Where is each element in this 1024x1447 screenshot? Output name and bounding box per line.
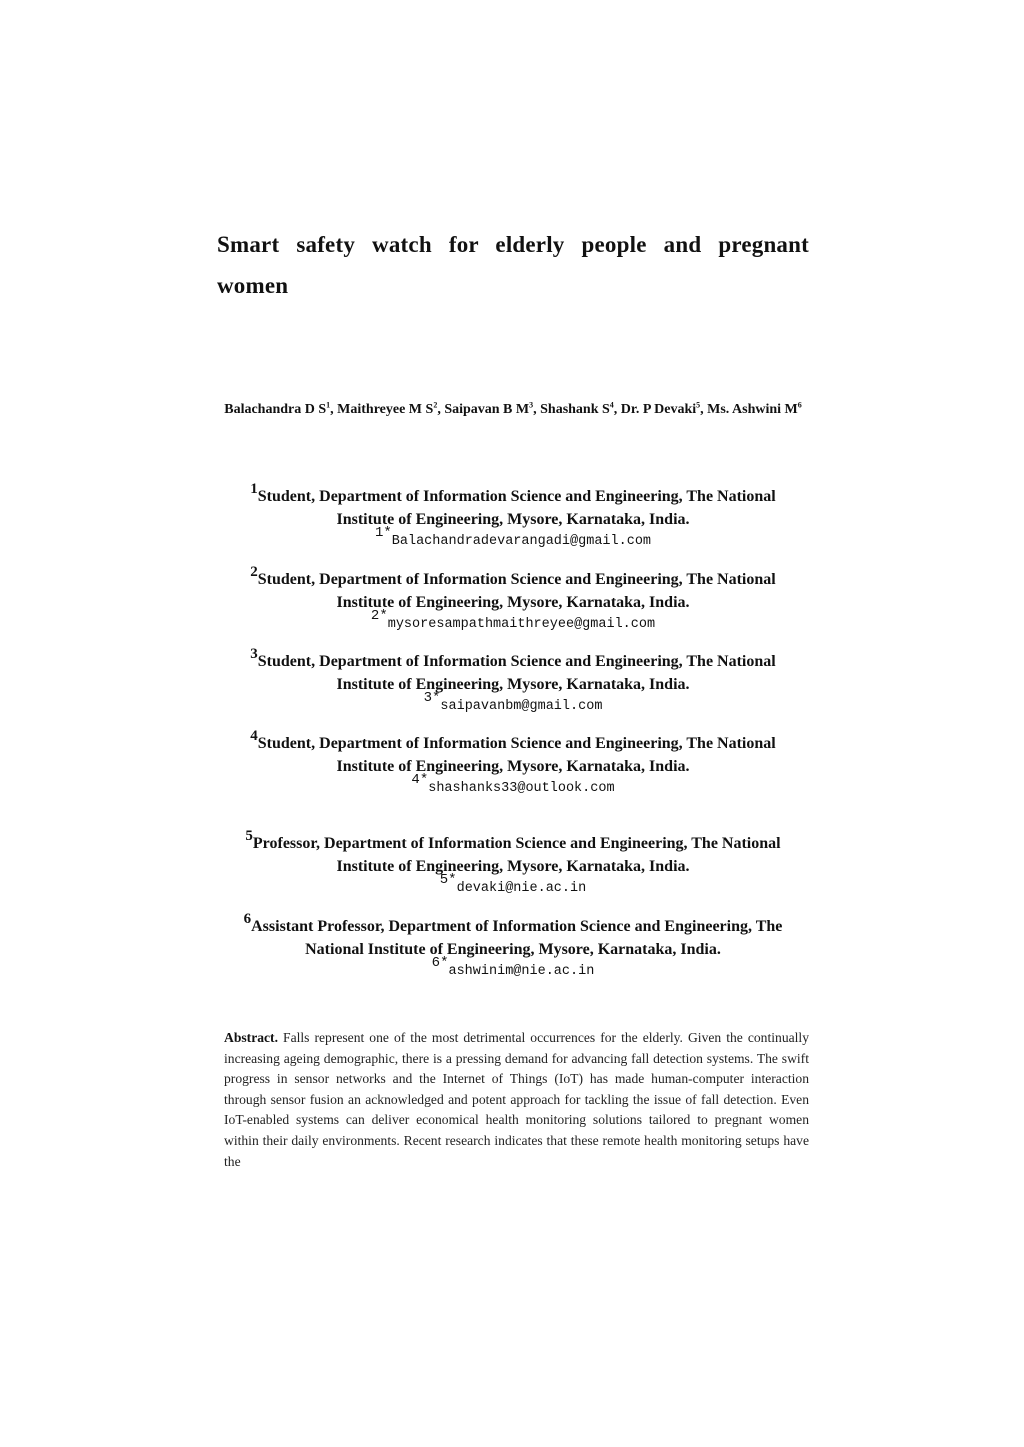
- email-row: [200, 690, 826, 717]
- author-list: Balachandra D $S^1$, Maithreyee M $S^2$, Saipavan B $M^3$, Shashank $S^4$, Dr. P Devaki$^5$, Ms. Ashwini $M^6$: [224, 400, 802, 417]
- author-sup: 2: [433, 400, 438, 410]
- email-text: Balachandradevarangadi@gmail.com: [391, 534, 652, 549]
- title-line-1: Smart safety watch for elderly people and pregnant: [217, 232, 809, 257]
- email-text: ashwinim@nie.ac.in: [448, 964, 595, 979]
- affiliation-line: Student, Department of Information Science and Engineering, The National: [257, 488, 776, 505]
- abstract-label: Abstract.: [224, 1030, 278, 1045]
- affiliation-line: Student, Department of Information Science and Engineering, The National: [257, 653, 776, 670]
- abstract-text: Falls represent one of the most detrimental occurrences for the elderly. Given the continually increasing ageing demographic, there is a pressing demand for advancing fall detection systems. The swift progress in sensor networks and the Internet of Things (IoT) has made human-computer interaction through sensor fusion an acknowledged and potent approach for tackling the issue of fall detection. Even IoT-enabled systems can deliver economical health monitoring solutions tailored to pregnant women within their daily environments. Recent research indicates that these remote health monitoring setups have the: [224, 1030, 810, 1169]
- affiliation-line: Student, Department of Information Science and Engineering, The National: [257, 571, 776, 588]
- affiliation-line: National Institute of Engineering, Mysore, Karnataka, India.: [305, 940, 721, 958]
- affiliation-line: Assistant Professor, Department of Information Science and Engineering, The: [251, 918, 783, 935]
- email-row: [200, 772, 826, 799]
- email-marker: 2*: [370, 608, 388, 624]
- email-text: shashanks33@outlook.com: [428, 781, 615, 796]
- affiliation-number: 1: [250, 481, 258, 497]
- author-name: Shashank S: [540, 402, 610, 417]
- author-sup: 4: [609, 400, 614, 410]
- email-marker: 5*: [439, 872, 457, 888]
- author-name: Ms. Ashwini M: [707, 402, 798, 417]
- affiliation-3: [200, 646, 826, 717]
- author-name: Saipavan B M: [444, 402, 530, 417]
- email-text: devaki@nie.ac.in: [456, 881, 587, 896]
- author-sup: 6: [797, 400, 802, 410]
- affiliation-number: 2: [250, 564, 258, 580]
- author-name: Maithreyee M S: [337, 402, 434, 417]
- affiliation-number: 3: [250, 646, 258, 662]
- author-name: Dr. P Devaki: [620, 402, 697, 417]
- email-row: [200, 608, 826, 635]
- email-marker: 6*: [431, 955, 449, 971]
- email-marker: 4*: [411, 772, 429, 788]
- affiliation-4: [200, 728, 826, 799]
- affiliation-line: Institute of Engineering, Mysore, Karnataka, India.: [336, 510, 690, 528]
- email-row: [200, 955, 826, 982]
- affiliation-line: Institute of Engineering, Mysore, Karnataka, India.: [336, 593, 690, 611]
- paper-title: [217, 224, 809, 306]
- affiliation-number: 5: [245, 828, 253, 844]
- author-name: Balachandra D S: [224, 402, 327, 417]
- affiliation-line: Institute of Engineering, Mysore, Karnataka, India.: [336, 857, 690, 875]
- author-sup: 3: [529, 400, 534, 410]
- affiliation-2: [200, 564, 826, 635]
- email-row: [200, 525, 826, 552]
- author-sup: 1: [326, 400, 331, 410]
- affiliation-1: [200, 481, 826, 552]
- email-marker: 1*: [374, 525, 392, 541]
- affiliation-line: Institute of Engineering, Mysore, Karnataka, India.: [336, 757, 690, 775]
- affiliation-number: 6: [243, 911, 252, 927]
- affiliation-6: [200, 911, 826, 982]
- author-sup: 5: [696, 400, 701, 410]
- abstract: [224, 1028, 809, 1172]
- affiliation-number: 4: [250, 728, 258, 744]
- affiliation-line: Institute of Engineering, Mysore, Karnataka, India.: [336, 675, 690, 693]
- email-text: mysoresampathmaithreyee@gmail.com: [387, 617, 656, 632]
- title-line-2: women: [217, 273, 289, 298]
- email-text: saipavanbm@gmail.com: [440, 699, 603, 714]
- affiliation-line: Student, Department of Information Science and Engineering, The National: [257, 735, 776, 752]
- email-marker: 3*: [423, 690, 441, 706]
- affiliation-5: [200, 828, 826, 899]
- email-row: [200, 872, 826, 899]
- affiliation-line: Professor, Department of Information Science and Engineering, The National: [252, 835, 781, 852]
